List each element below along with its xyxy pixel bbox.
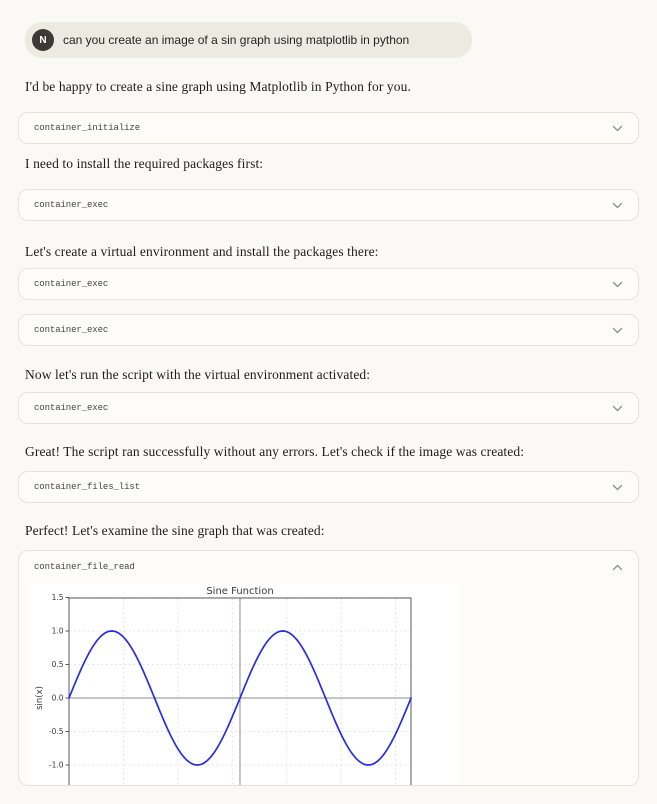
- assistant-text-intro: I'd be happy to create a sine graph using Matplotlib in Python for you.: [25, 79, 411, 94]
- tool-call-label: container_exec: [34, 279, 109, 289]
- tool-result-container-file-read: [18, 550, 639, 786]
- tool-call-container-exec-2[interactable]: [18, 268, 639, 300]
- svg-text:1.5: 1.5: [51, 593, 64, 603]
- svg-text:-1.0: -1.0: [48, 760, 64, 770]
- chevron-down-icon: [612, 125, 623, 132]
- chevron-down-icon: [612, 281, 623, 288]
- svg-text:0.5: 0.5: [51, 660, 64, 670]
- assistant-text-success: Great! The script ran successfully without any errors. Let's check if the image was created:: [25, 444, 525, 459]
- chevron-up-icon: [612, 564, 623, 571]
- tool-call-container-exec-3[interactable]: [18, 314, 639, 346]
- chevron-down-icon: [612, 202, 623, 209]
- tool-call-label: container_exec: [34, 403, 109, 413]
- tool-call-container-initialize[interactable]: [18, 112, 639, 144]
- tool-result-header[interactable]: [19, 551, 638, 583]
- user-avatar-initial: N: [39, 34, 47, 46]
- sine-chart-svg: [29, 583, 459, 786]
- tool-call-container-exec-4[interactable]: [18, 392, 639, 424]
- svg-text:Sine Function: Sine Function: [206, 586, 274, 597]
- assistant-text-venv: Let's create a virtual environment and install the packages there:: [25, 244, 379, 259]
- tool-call-container-exec-1[interactable]: [18, 189, 639, 221]
- assistant-text-install: I need to install the required packages first:: [25, 156, 264, 171]
- assistant-text-examine: Perfect! Let's examine the sine graph that was created:: [25, 523, 325, 538]
- svg-text:0.0: 0.0: [51, 693, 64, 703]
- user-message-text: can you create an image of a sin graph using matplotlib in python: [63, 33, 410, 47]
- tool-call-label: container_exec: [34, 200, 109, 210]
- chevron-down-icon: [612, 405, 623, 412]
- tool-call-container-files-list[interactable]: [18, 471, 639, 503]
- user-avatar: [32, 29, 54, 51]
- svg-text:-0.5: -0.5: [48, 727, 64, 737]
- assistant-text-run: Now let's run the script with the virtual environment activated:: [25, 367, 371, 382]
- user-message-bubble: [25, 22, 472, 58]
- tool-call-label: container_initialize: [34, 123, 141, 133]
- chevron-down-icon: [612, 327, 623, 334]
- tool-call-label: container_files_list: [34, 482, 141, 492]
- tool-call-label: container_exec: [34, 325, 109, 335]
- chevron-down-icon: [612, 484, 623, 491]
- tool-call-label: container_file_read: [34, 562, 135, 572]
- svg-text:1.0: 1.0: [51, 626, 64, 636]
- sine-plot-image: [29, 583, 459, 786]
- svg-text:sin(x): sin(x): [35, 686, 45, 710]
